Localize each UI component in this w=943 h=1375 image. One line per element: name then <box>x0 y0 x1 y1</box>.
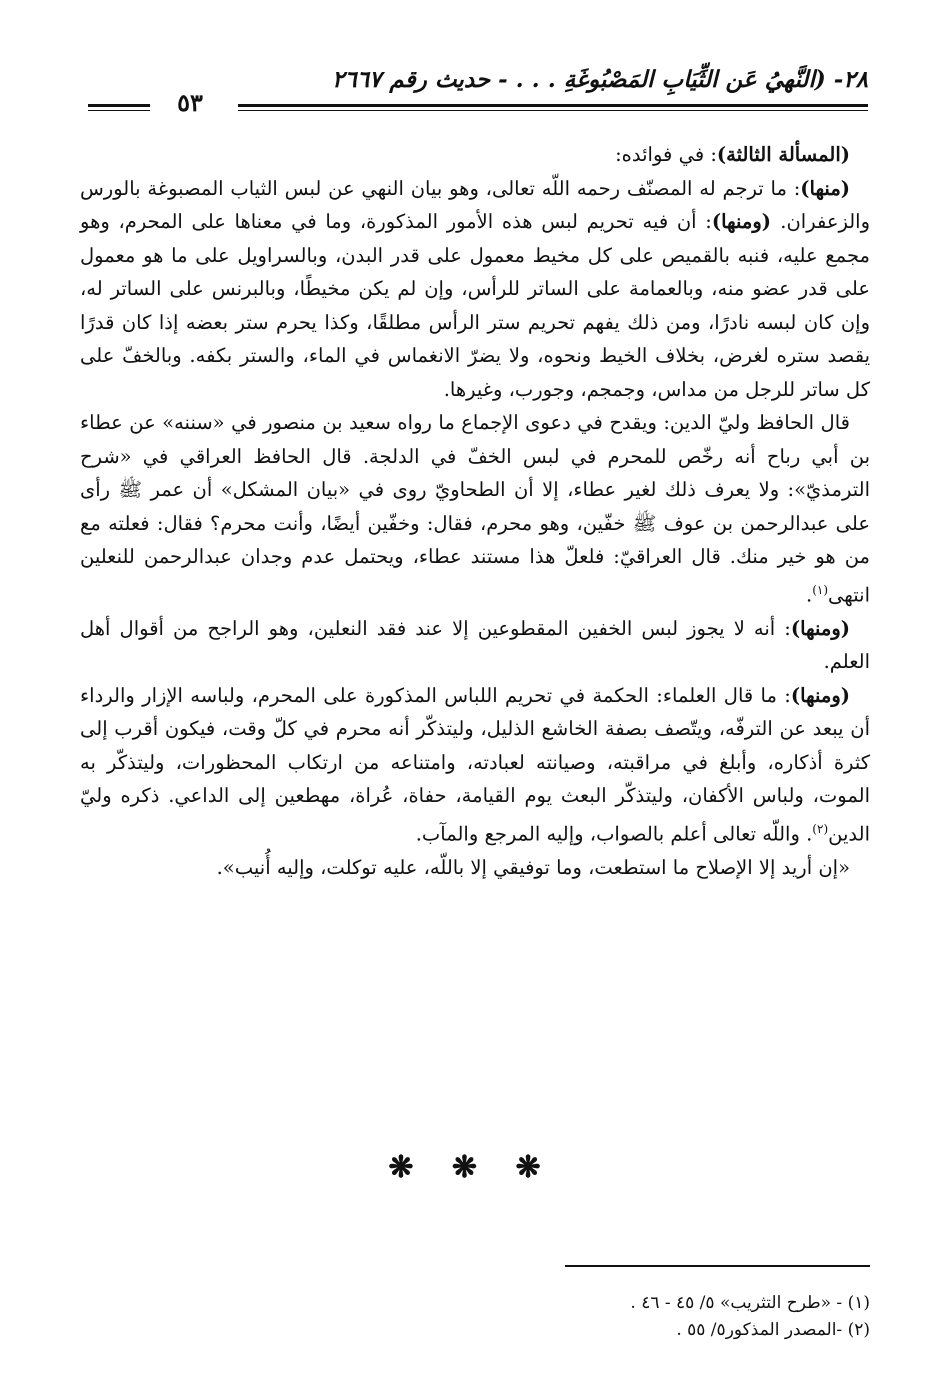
paragraph <box>80 679 870 851</box>
header-rule <box>238 104 868 107</box>
paragraph-text: : أنه لا يجوز لبس الخفين المقطوعين إلا عند فقد النعلين، وهو الراجح من أقوال أهل العلم. <box>80 616 870 673</box>
footnote: (٢) -المصدر المذكور٥/ ٥٥ . <box>676 1320 870 1340</box>
point-lead: (ومنها) <box>711 210 781 233</box>
paragraph <box>80 172 870 407</box>
header-rule-left <box>88 104 150 107</box>
footnote: (١) - «طرح التثريب» ٥/ ٤٥ - ٤٦ . <box>630 1293 870 1313</box>
paragraph-text: : أن فيه تحريم لبس هذه الأمور المذكورة، وما في معناها على المحرم، وهو مجمع عليه، فنبه بالقميص على كل مخيط معمول على قدر البدن، وبالسراويل على ما هو معمول على قدر عضو منه، وبالعمامة على الساتر للرأس، وإن لم يكن مخيطًا، وبالبرنس على الساتر له، وإن كان لبسه نادرًا، ومن ذلك يفهم تحريم ستر الرأس مطلقًا، وكذا يحرم ستر بعضه إذا كان قدرًا يقصد ستره لغرض، بخلاف الخيط ونحوه، ولا يضرّ الانغماس في الماء، والستر بكفه. وبالخفّ على كل ساتر للرجل من مداس، وجمجم، وجورب، وغيرها. <box>80 210 870 401</box>
footnote-rule <box>565 1265 870 1267</box>
footnotes <box>400 1290 870 1344</box>
running-title: ٢٨- (النَّهيُ عَن الثِّيَابِ المَصْبُوغَةِ . . . - حديث رقم ٢٦٦٧ <box>331 66 868 93</box>
point-lead: (منها) <box>800 176 850 200</box>
quran-quote: «إن أريد إلا الإصلاح ما استطعت، وما توفيقي إلا باللّه، عليه توكلت، وإليه أُنيب». <box>216 855 850 879</box>
footnote-ref[interactable]: (١) <box>812 582 829 597</box>
footnote-ref[interactable]: (٢) <box>812 821 829 836</box>
paragraph-tail: . واللّه تعالى أعلم بالصواب، وإليه المرجع والمآب. <box>415 822 813 845</box>
paragraph-text: : ما قال العلماء: الحكمة في تحريم اللباس المذكورة على المحرم، ولباسه الإزار والرداء أن يبعد عن الترفّه، ويتّصف بصفة الخاشع الذليل، وليتذكّر أنه محرم في كلّ وقت، فيكون أقرب إلى كثرة أذكاره، وأبلغ في مراقبته، وصيانته لعبادته، وامتناعه من ارتكاب المحظورات، وليتذكّر به الموت، ولباس الأكفان، وليتذكّر البعث يوم القيامة، حفاة، عُراة، مهطعين إلى الداعي. ذكره وليّ الدين <box>80 683 870 845</box>
section-heading: (المسألة الثالثة) <box>716 143 850 166</box>
point-lead: (ومنها) <box>790 683 851 707</box>
point-lead: (ومنها) <box>790 616 850 640</box>
page-header <box>88 66 868 126</box>
paragraph <box>80 138 870 172</box>
paragraph <box>80 851 870 885</box>
paragraph-text: قال الحافظ وليّ الدين: ويقدح في دعوى الإجماع ما رواه سعيد بن منصور في «سننه» عن عطاء بن أبي رباح أنه رخّص للمحرم في لبس الخفّ في الدلجة. قال الحافظ العراقي في «شرح الترمذيّ»: ولا يعرف ذلك لغير عطاء، إلا أن الطحاويّ روى في «بيان المشكل» أن عمر ﷺ رأى على عبدالرحمن بن عوف ﷺ خفّين، وهو محرم، فقال: وخفّين أيضًا، وأنت محرم؟ فقال: فعلته مع من هو خير منك. قال العراقيّ: فلعلّ هذا مستند عطاء، ويحتمل عدم وجدان عبدالرحمن للنعلين انتهى <box>80 411 870 606</box>
paragraph <box>80 612 870 679</box>
paragraph <box>80 406 870 612</box>
section-separator: ❋ ❋ ❋ <box>388 1150 555 1185</box>
paragraph-text: : في فوائده: <box>615 143 717 166</box>
paragraph-text: : ما ترجم له المصنّف رحمه اللّه تعالى، وهو بيان النهي عن لبس الثياب المصبوغة بالورس والزعفران. <box>80 176 870 233</box>
header-rule-thin <box>238 110 868 111</box>
paragraph-tail: . <box>805 583 813 606</box>
header-rule-left-thin <box>88 110 150 111</box>
main-text <box>80 138 870 884</box>
page-number: ٥٣ <box>177 88 203 117</box>
